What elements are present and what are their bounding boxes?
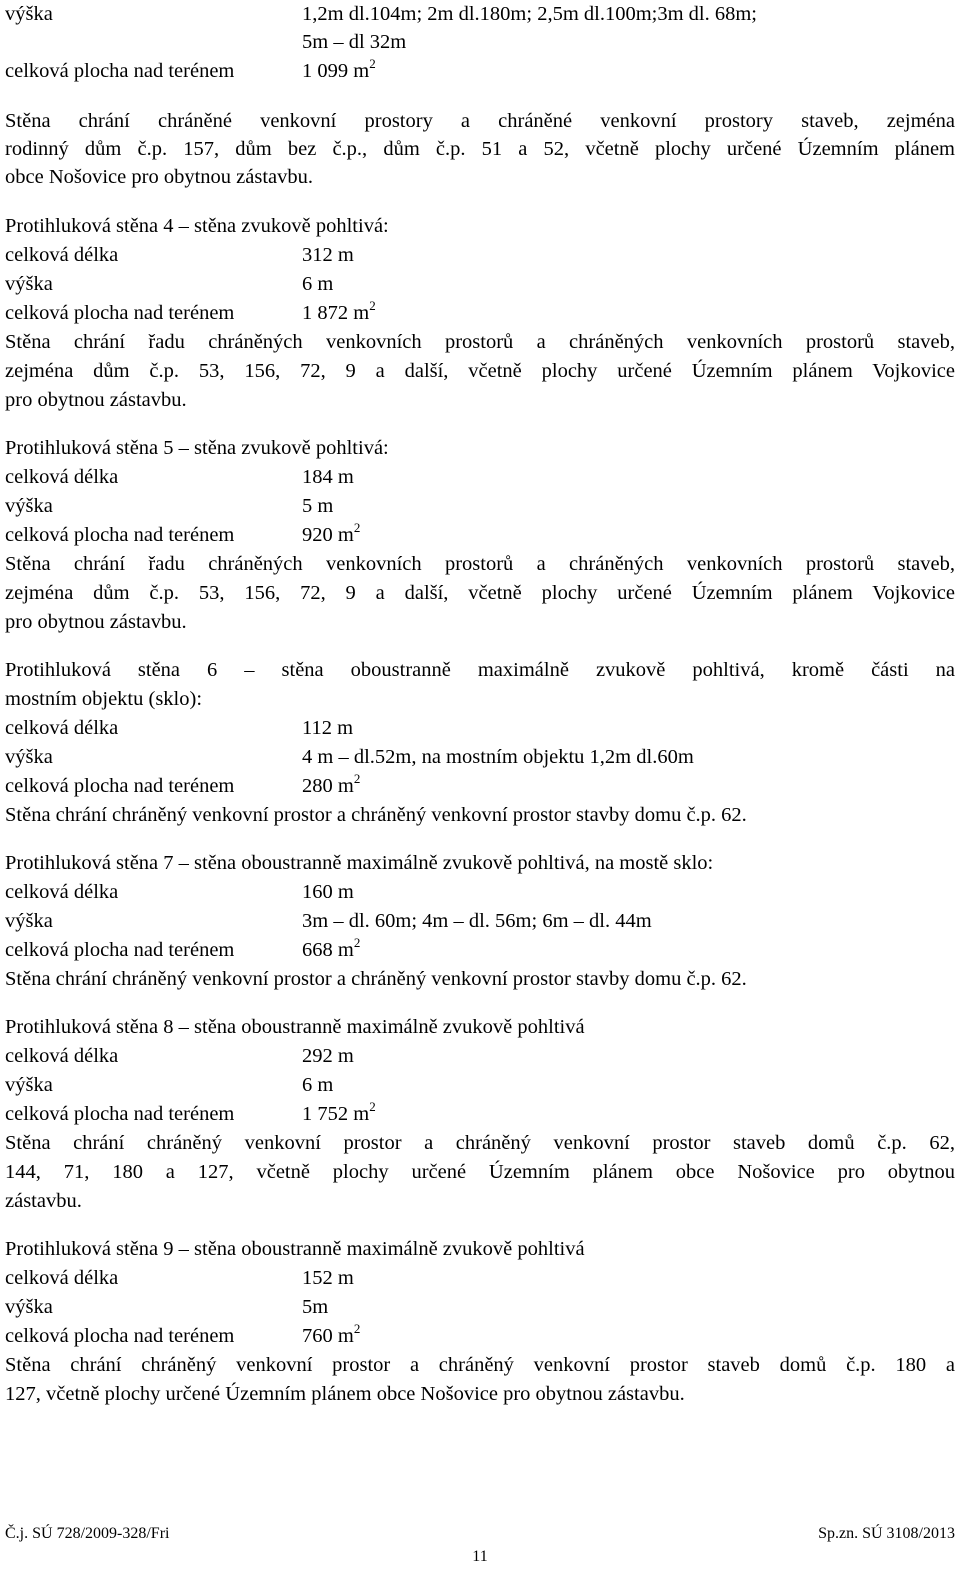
wall-6-protect-line-1: Stěna chrání chráněný venkovní prostor a chráněný venkovní prostor stavby domu č.p. 62.: [5, 804, 747, 826]
wall-8-height-value: 6 m: [302, 1074, 334, 1096]
wall-8-protect-line-2: 144, 71, 180 a 127, včetně plochy určené Územním plánem obce Nošovice pro obytnou: [5, 1161, 955, 1183]
wall-7-height-label: výška: [5, 910, 53, 932]
wall-9-heading: Protihluková stěna 9 – stěna oboustranně maximálně zvukově pohltivá: [5, 1238, 585, 1260]
wall-9-area-sup: 2: [353, 1321, 361, 1336]
intro-area-label: celková plocha nad terénem: [5, 60, 235, 82]
wall-4-heading: Protihluková stěna 4 – stěna zvukově pohltivá:: [5, 215, 389, 237]
intro-height-value-1: 1,2m dl.104m; 2m dl.180m; 2,5m dl.100m;3m dl. 68m;: [302, 3, 758, 25]
footer-reference-right: Sp.zn. SÚ 3108/2013: [818, 1525, 955, 1542]
wall-4-protect-line-1: Stěna chrání řadu chráněných venkovních prostorů a chráněných venkovních prostorů staveb,: [5, 331, 955, 353]
wall-7-area-label: celková plocha nad terénem: [5, 939, 235, 961]
wall-8-area-sup: 2: [369, 1099, 376, 1114]
wall-4-area-value: 1 872 $m^2$: [302, 298, 376, 324]
wall-7-length-label: celková délka: [5, 881, 119, 903]
wall-7-protect-line-1: Stěna chrání chráněný venkovní prostor a chráněný venkovní prostor stavby domu č.p. 62.: [5, 968, 747, 990]
wall-9-length-label: celková délka: [5, 1267, 119, 1289]
page-number: 11: [472, 1548, 488, 1565]
wall-8-heading: Protihluková stěna 8 – stěna oboustranně maximálně zvukově pohltivá: [5, 1016, 585, 1038]
wall-9-protect-line-1: Stěna chrání chráněný venkovní prostor a chráněný venkovní prostor staveb domů č.p. 180 a: [5, 1354, 955, 1376]
wall-5-length-value: 184 m: [302, 466, 354, 488]
wall-6-length-label: celková délka: [5, 717, 119, 739]
wall-6-heading-line-1: Protihluková stěna 6 – stěna oboustranně maximálně zvukově pohltivá, kromě části na: [5, 659, 955, 681]
wall-5-protect-line-1: Stěna chrání řadu chráněných venkovních prostorů a chráněných venkovních prostorů staveb,: [5, 553, 955, 575]
wall-8-height-label: výška: [5, 1074, 53, 1096]
wall-5-length-label: celková délka: [5, 466, 119, 488]
wall-5-protect-line-2: zejména dům č.p. 53, 156, 72, 9 a další, včetně plochy určené Územním plánem Vojkovice: [5, 582, 955, 604]
wall-9-length-value: 152 m: [302, 1267, 354, 1289]
intro-area-value: 1 099 $m^2$: [302, 56, 376, 82]
wall-4-length-label: celková délka: [5, 244, 119, 266]
wall-6-area-label: celková plocha nad terénem: [5, 775, 235, 797]
intro-protect-line-1: Stěna chrání chráněné venkovní prostory a chráněné venkovní prostory staveb, zejména: [5, 110, 955, 132]
wall-5-area-sup: 2: [353, 520, 361, 535]
wall-8-length-label: celková délka: [5, 1045, 119, 1067]
wall-7-height-value: 3m – dl. 60m; 4m – dl. 56m; 6m – dl. 44m: [302, 910, 652, 932]
wall-7-area-value: 668 $m^2$: [302, 935, 361, 961]
wall-7-length-value: 160 m: [302, 881, 354, 903]
wall-8-protect-line-1: Stěna chrání chráněný venkovní prostor a chráněný venkovní prostor staveb domů č.p. 62,: [5, 1132, 955, 1154]
intro-height-value-2: 5m – dl 32m: [302, 31, 407, 53]
wall-9-height-label: výška: [5, 1296, 53, 1318]
wall-7-heading: Protihluková stěna 7 – stěna oboustranně maximálně zvukově pohltivá, na mostě sklo:: [5, 852, 714, 874]
wall-4-length-value: 312 m: [302, 244, 354, 266]
wall-5-heading: Protihluková stěna 5 – stěna zvukově pohltivá:: [5, 437, 389, 459]
wall-6-area-value: 280 $m^2$: [302, 771, 361, 797]
wall-4-height-label: výška: [5, 273, 53, 295]
wall-4-height-value: 6 m: [302, 273, 334, 295]
wall-8-protect-line-3: zástavbu.: [5, 1190, 82, 1212]
wall-9-area-label: celková plocha nad terénem: [5, 1325, 235, 1347]
wall-5-protect-line-3: pro obytnou zástavbu.: [5, 611, 187, 633]
wall-6-area-sup: 2: [353, 771, 361, 786]
wall-6-length-value: 112 m: [302, 717, 354, 739]
footer-reference-left: Č.j. SÚ 728/2009-328/Fri: [5, 1525, 170, 1542]
wall-8-area-label: celková plocha nad terénem: [5, 1103, 235, 1125]
wall-6-height-label: výška: [5, 746, 53, 768]
wall-5-area-label: celková plocha nad terénem: [5, 524, 235, 546]
wall-9-protect-line-2: 127, včetně plochy určené Územním plánem obce Nošovice pro obytnou zástavbu.: [5, 1383, 685, 1405]
wall-6-heading-line-2: mostním objektu (sklo):: [5, 688, 203, 710]
wall-9-height-value: 5m: [302, 1296, 329, 1318]
intro-protect-line-3: obce Nošovice pro obytnou zástavbu.: [5, 166, 313, 188]
intro-height-label: výška: [5, 3, 53, 25]
wall-6-height-value: 4 m – dl.52m, na mostním objektu 1,2m dl.60m: [302, 746, 694, 768]
wall-8-area-value: 1 752 $m^2$: [302, 1099, 376, 1125]
intro-area-sup: 2: [369, 56, 376, 71]
wall-7-area-sup: 2: [353, 935, 361, 950]
wall-4-protect-line-2: zejména dům č.p. 53, 156, 72, 9 a další, včetně plochy určené Územním plánem Vojkovice: [5, 360, 955, 382]
intro-protect-line-2: rodinný dům č.p. 157, dům bez č.p., dům č.p. 51 a 52, včetně plochy určené Územním plánem: [5, 138, 955, 160]
wall-9-area-value: 760 $m^2$: [302, 1321, 361, 1347]
wall-5-area-value: 920 $m^2$: [302, 520, 361, 546]
wall-4-area-sup: 2: [369, 298, 376, 313]
wall-4-area-label: celková plocha nad terénem: [5, 302, 235, 324]
wall-4-protect-line-3: pro obytnou zástavbu.: [5, 389, 187, 411]
wall-8-length-value: 292 m: [302, 1045, 354, 1067]
wall-5-height-label: výška: [5, 495, 53, 517]
wall-5-height-value: 5 m: [302, 495, 334, 517]
